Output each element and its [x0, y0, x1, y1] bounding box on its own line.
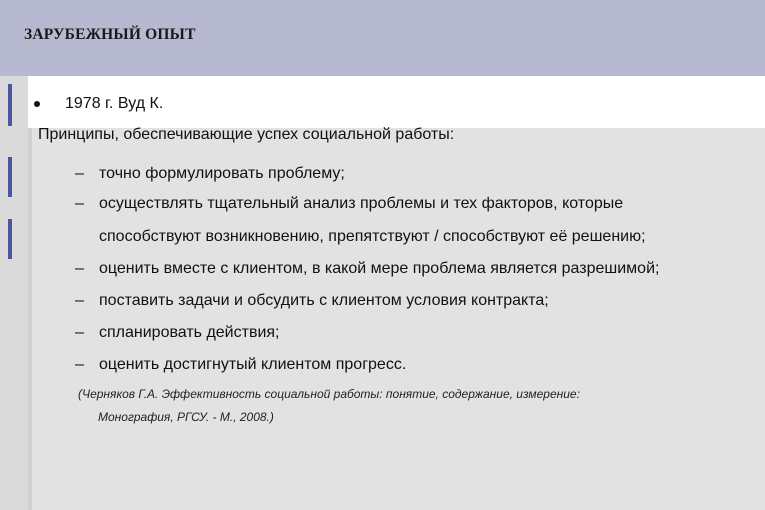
dash-icon: – [75, 195, 84, 212]
dash-icon: – [75, 165, 84, 182]
accent-marker [8, 84, 12, 126]
dash-icon: – [75, 356, 84, 373]
list-item-text: способствуют возникновению, препятствуют / способствуют её решению; [99, 228, 646, 245]
bullet-dot-icon [34, 101, 40, 107]
list-item-text: спланировать действия; [99, 324, 280, 341]
accent-marker [8, 219, 12, 259]
citation-line-1: (Черняков Г.А. Эффективность социальной работы: понятие, содержание, измерение: [78, 387, 580, 401]
list-item-text: оценить достигнутый клиентом прогресс. [99, 356, 407, 373]
intro-text: Принципы, обеспечивающие успех социальной работы: [38, 126, 455, 143]
dash-icon: – [75, 260, 84, 277]
left-strip [0, 76, 28, 510]
list-item-text: оценить вместе с клиентом, в какой мере проблема является разрешимой; [99, 260, 660, 277]
left-strip-edge [28, 128, 32, 510]
list-item-text: точно формулировать проблему; [99, 165, 345, 182]
list-item-text: осуществлять тщательный анализ проблемы и тех факторов, которые [99, 195, 624, 212]
dash-icon: – [75, 292, 84, 309]
bullet-text: 1978 г. Вуд К. [65, 95, 164, 112]
list-item-text: поставить задачи и обсудить с клиентом условия контракта; [99, 292, 549, 309]
citation-line-2: Монография, РГСУ. - М., 2008.) [98, 410, 274, 424]
accent-marker [8, 157, 12, 197]
dash-icon: – [75, 324, 84, 341]
slide-title: ЗАРУБЕЖНЫЙ ОПЫТ [24, 26, 196, 43]
